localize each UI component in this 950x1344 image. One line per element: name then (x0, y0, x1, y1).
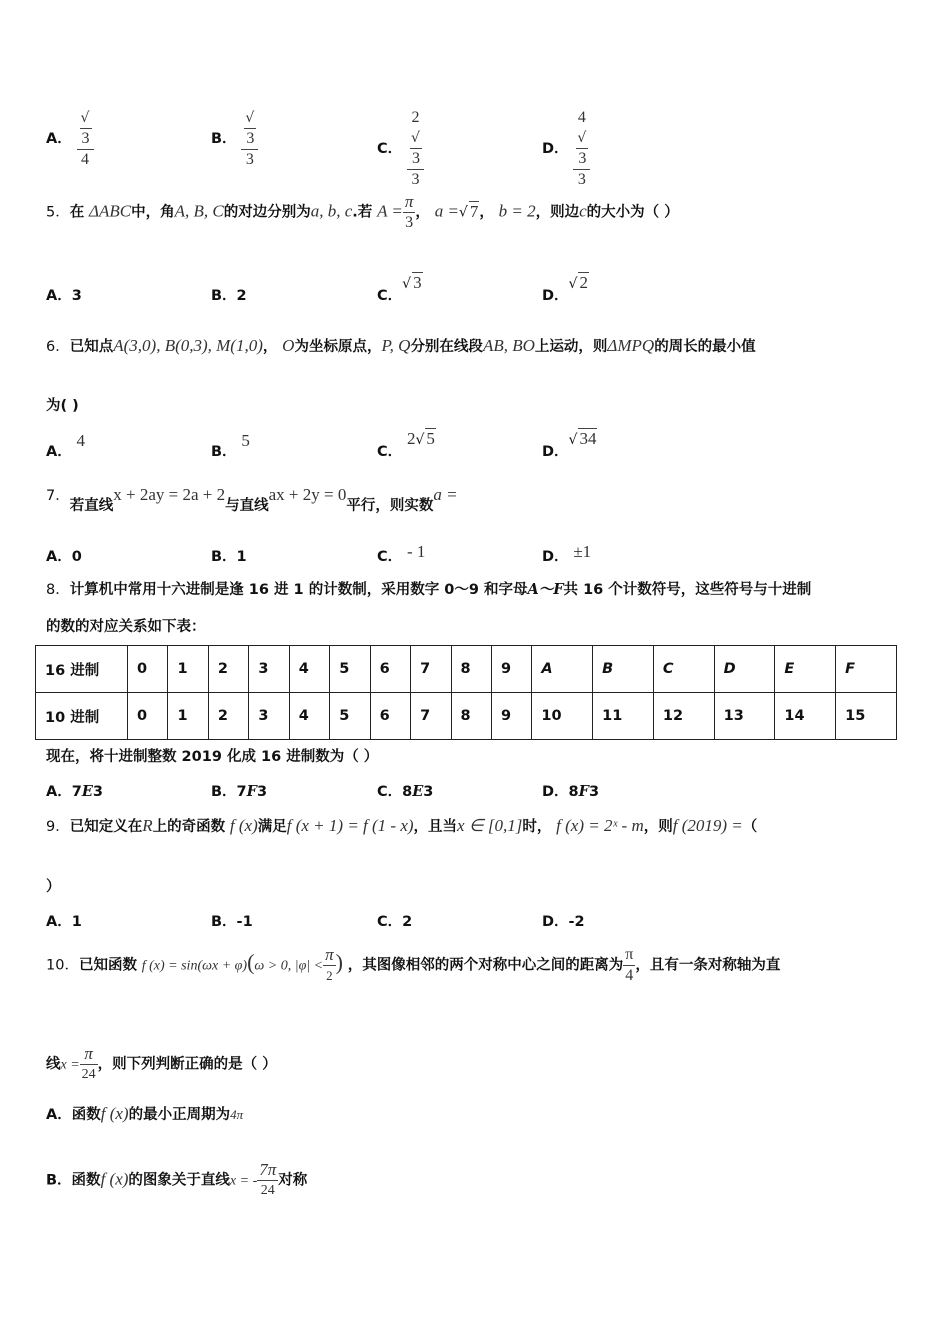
q4-option-a-fraction: √ 3 4 (77, 108, 94, 170)
q5-option-d: D．√ 2 (542, 273, 588, 304)
dec-cell: 13 (714, 693, 775, 740)
q9-option-c: C．2 (377, 914, 413, 930)
dec-cell: 14 (775, 693, 836, 740)
question-10: 10．已知函数 f (x) = sin(ωx + φ)(ω > 0, |φ| < $\frac{\pi}{2}$ ) ，其图像相邻的两个对称中心之间的距离为 $\frac{\pi}{4}$ ，且有一条对称轴为直 (46, 945, 781, 984)
q4-option-c-fraction: 2 √ 3 3 (407, 108, 424, 190)
q10-pi-over-4: $\frac{\pi}{4}$ (625, 946, 634, 984)
hex-row (36, 646, 897, 693)
hex-cell: 1 (168, 646, 208, 693)
q6-option-c: C． 2√ 5 (377, 429, 435, 460)
question-9-cont: ） (46, 879, 61, 895)
dec-cell: 6 (370, 693, 410, 740)
dec-row-header: 10 进制 (36, 693, 128, 740)
q5-option-b: B．2 (211, 288, 247, 304)
question-7: 7．若直线x + 2ay = 2a + 2与直线ax + 2y = 0平行，则实数a = (46, 485, 458, 514)
q6-option-d: D．√ 34 (542, 429, 597, 460)
q7-option-a: A．0 (46, 549, 82, 565)
q4-option-b-fraction: √ 3 3 (241, 108, 258, 170)
dec-cell: 11 (593, 693, 654, 740)
q7-option-d: D． ±1 (542, 542, 592, 565)
q8-option-a: A．7E3 (46, 783, 103, 800)
q9-option-a: A．1 (46, 914, 82, 930)
question-9: 9．已知定义在R上的奇函数 f (x)满足f (x + 1) = f (1 - x)，且当x ∈ [0,1]时， f (x) = 2ˣ - m，则f (2019) =（ (46, 816, 758, 835)
q9-option-b: B．-1 (211, 914, 253, 930)
hex-row-header: 16 进制 (36, 646, 128, 693)
q5-option-c: C．√ 3 (377, 273, 422, 304)
question-10-cont: 线x = $\frac{\pi}{24}$ ，则下列判断正确的是（ ） (46, 1044, 277, 1085)
hex-cell: 0 (128, 646, 168, 693)
q4-option-b: B． √ 3 3 (211, 108, 258, 170)
question-8-prompt: 现在，将十进制整数 2019 化成 16 进制数为（ ） (46, 749, 379, 765)
question-6-cont: 为( ) (46, 398, 79, 414)
dec-cell: 12 (653, 693, 714, 740)
q10-7pi-over-24: $\frac{7\pi}{24}$ (259, 1160, 277, 1198)
q6-option-b: B． 5 (211, 431, 250, 460)
hex-cell: 5 (330, 646, 370, 693)
q8-option-b: B．7F3 (211, 783, 268, 800)
question-8: 8．计算机中常用十六进制是逢 16 进 1 的计数制，采用数字 0～9 和字母A～F共 16 个计数符号，这些符号与十进制 (46, 581, 812, 598)
q10-pi-over-2: $\frac{\pi}{2}$ (325, 945, 334, 983)
hex-table (35, 645, 897, 740)
q9-option-d: D．-2 (542, 914, 585, 930)
q6-option-a: A． 4 (46, 431, 86, 460)
hex-cell: C (653, 646, 714, 693)
dec-cell: 0 (128, 693, 168, 740)
q4-option-c: C． 2 √ 3 3 (377, 108, 424, 190)
hex-cell: B (593, 646, 654, 693)
q5-pi-over-3: $\frac{\pi}{3}$ (404, 192, 414, 231)
dec-cell: 8 (451, 693, 491, 740)
question-5: 5．在 ΔABC中，角A, B, C的对边分别为a, b, c.若 A = $\frac{\pi}{3}$ ， a =√ 7， b = 2，则边c的大小为（ ） (46, 192, 679, 231)
question-8-cont: 的数的对应关系如下表： (46, 619, 206, 635)
dec-cell: 15 (836, 693, 897, 740)
dec-cell: 9 (491, 693, 531, 740)
q5-option-a: A．3 (46, 288, 82, 304)
hex-cell: 2 (208, 646, 248, 693)
dec-cell: 2 (208, 693, 248, 740)
hex-cell: D (714, 646, 775, 693)
q10-option-b: B．函数f (x)的图象关于直线x = - $\frac{7\pi}{24}$ 对称 (46, 1160, 307, 1201)
q4-option-d: D． 4 √ 3 3 (542, 108, 590, 190)
dec-cell: 10 (532, 693, 593, 740)
dec-cell: 5 (330, 693, 370, 740)
q10-pi-over-24: $\frac{\pi}{24}$ (81, 1044, 96, 1082)
q7-option-c: C． - 1 (377, 542, 426, 565)
dec-cell: 7 (411, 693, 451, 740)
dec-row (36, 693, 897, 740)
q4-option-d-fraction: 4 √ 3 3 (573, 108, 590, 190)
hex-cell: F (836, 646, 897, 693)
q8-option-c: C．8E3 (377, 783, 434, 800)
hex-cell: 3 (249, 646, 289, 693)
dec-cell: 4 (289, 693, 329, 740)
q8-option-d: D．8F3 (542, 783, 600, 800)
hex-cell: A (532, 646, 593, 693)
dec-cell: 3 (249, 693, 289, 740)
hex-cell: 4 (289, 646, 329, 693)
dec-cell: 1 (168, 693, 208, 740)
hex-cell: 8 (451, 646, 491, 693)
hex-cell: 6 (370, 646, 410, 693)
q10-option-a: A．函数f (x)的最小正周期为4π (46, 1104, 244, 1123)
hex-cell: 7 (411, 646, 451, 693)
question-6: 6．已知点A(3,0), B(0,3), M(1,0)， O为坐标原点，P, Q分别在线段AB, BO上运动，则ΔMPQ的周长的最小值 (46, 336, 756, 355)
hex-cell: 9 (491, 646, 531, 693)
q4-option-a: A． √ 3 4 (46, 108, 94, 170)
q7-option-b: B．1 (211, 549, 247, 565)
hex-cell: E (775, 646, 836, 693)
